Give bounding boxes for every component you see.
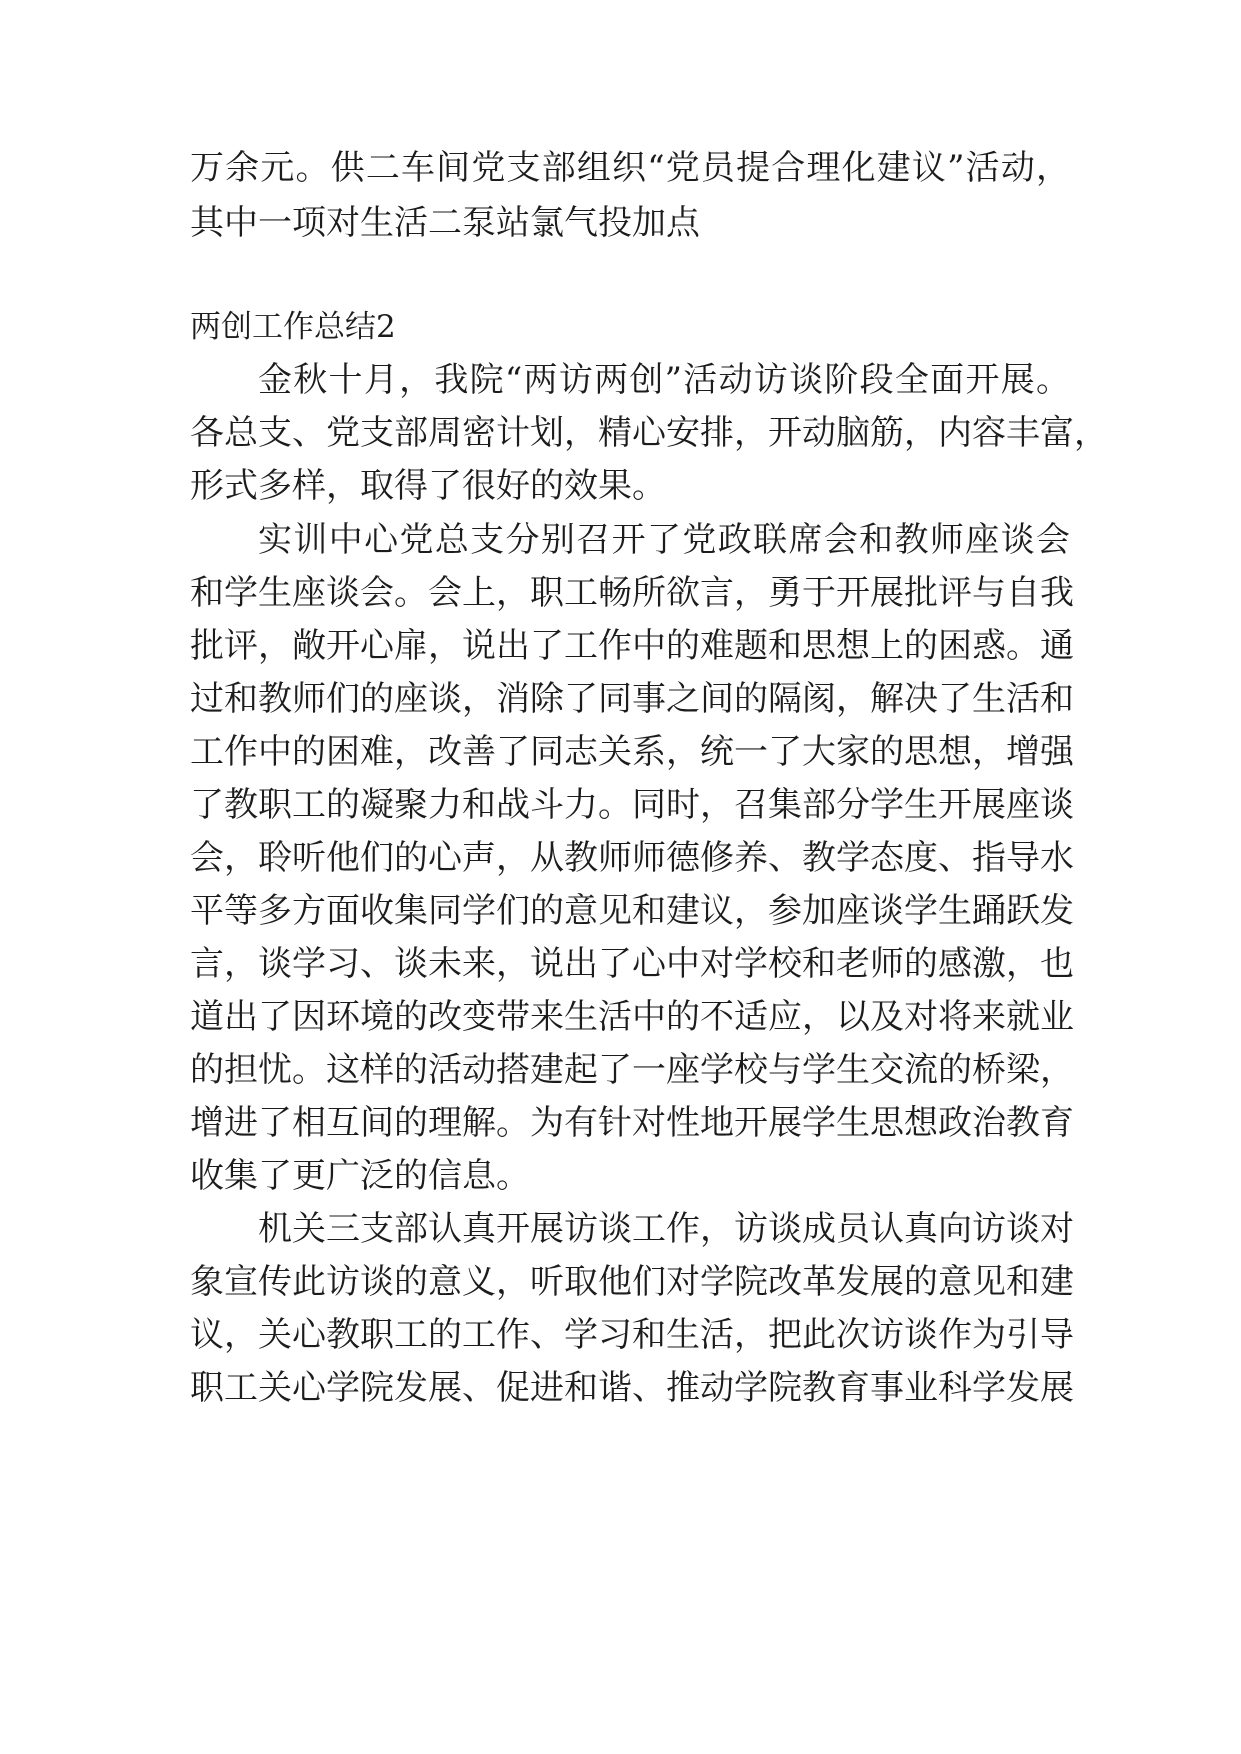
paragraph-line: 过和教师们的座谈，消除了同事之间的隔阂，解决了生活和 bbox=[190, 679, 1074, 719]
paragraph-line: 批评，敞开心扉，说出了工作中的难题和思想上的困惑。通 bbox=[190, 626, 1074, 666]
paragraph-line: 收集了更广泛的信息。 bbox=[190, 1156, 530, 1196]
paragraph-line: 实训中心党总支分别召开了党政联席会和教师座谈会 bbox=[258, 520, 1070, 560]
paragraph-line: 工作中的困难，改善了同志关系，统一了大家的思想，增强 bbox=[190, 732, 1074, 772]
paragraph-line: 各总支、党支部周密计划，精心安排，开动脑筋，内容丰富， bbox=[190, 413, 1108, 453]
paragraph-line: 言，谈学习、谈未来，说出了心中对学校和老师的感激，也 bbox=[190, 944, 1074, 984]
paragraph-line: 会，聆听他们的心声，从教师师德修养、教学态度、指导水 bbox=[190, 838, 1074, 878]
paragraph-line: 议，关心教职工的工作、学习和生活，把此次访谈作为引导 bbox=[190, 1315, 1074, 1355]
intro-line: 万余元。供二车间党支部组织“党员提合理化建议”活动， bbox=[190, 148, 1070, 188]
paragraph-line: 的担忧。这样的活动搭建起了一座学校与学生交流的桥梁， bbox=[190, 1050, 1074, 1090]
paragraph-line: 道出了因环境的改变带来生活中的不适应，以及对将来就业 bbox=[190, 997, 1074, 1037]
paragraph-line: 形式多样，取得了很好的效果。 bbox=[190, 466, 666, 506]
paragraph-line: 金秋十月，我院“两访两创”活动访谈阶段全面开展。 bbox=[258, 360, 1070, 400]
paragraph-line: 机关三支部认真开展访谈工作，访谈成员认真向访谈对 bbox=[258, 1209, 1074, 1249]
paragraph-line: 了教职工的凝聚力和战斗力。同时，召集部分学生开展座谈 bbox=[190, 785, 1074, 825]
intro-line: 其中一项对生活二泵站氯气投加点 bbox=[190, 203, 700, 243]
paragraph-line: 象宣传此访谈的意义，听取他们对学院改革发展的意见和建 bbox=[190, 1262, 1074, 1302]
section-heading: 两创工作总结2 bbox=[190, 309, 396, 345]
paragraph-line: 和学生座谈会。会上，职工畅所欲言，勇于开展批评与自我 bbox=[190, 573, 1074, 613]
paragraph-line: 平等多方面收集同学们的意见和建议，参加座谈学生踊跃发 bbox=[190, 891, 1074, 931]
paragraph-line: 职工关心学院发展、促进和谐、推动学院教育事业科学发展 bbox=[190, 1368, 1074, 1408]
paragraph-line: 增进了相互间的理解。为有针对性地开展学生思想政治教育 bbox=[190, 1103, 1074, 1143]
